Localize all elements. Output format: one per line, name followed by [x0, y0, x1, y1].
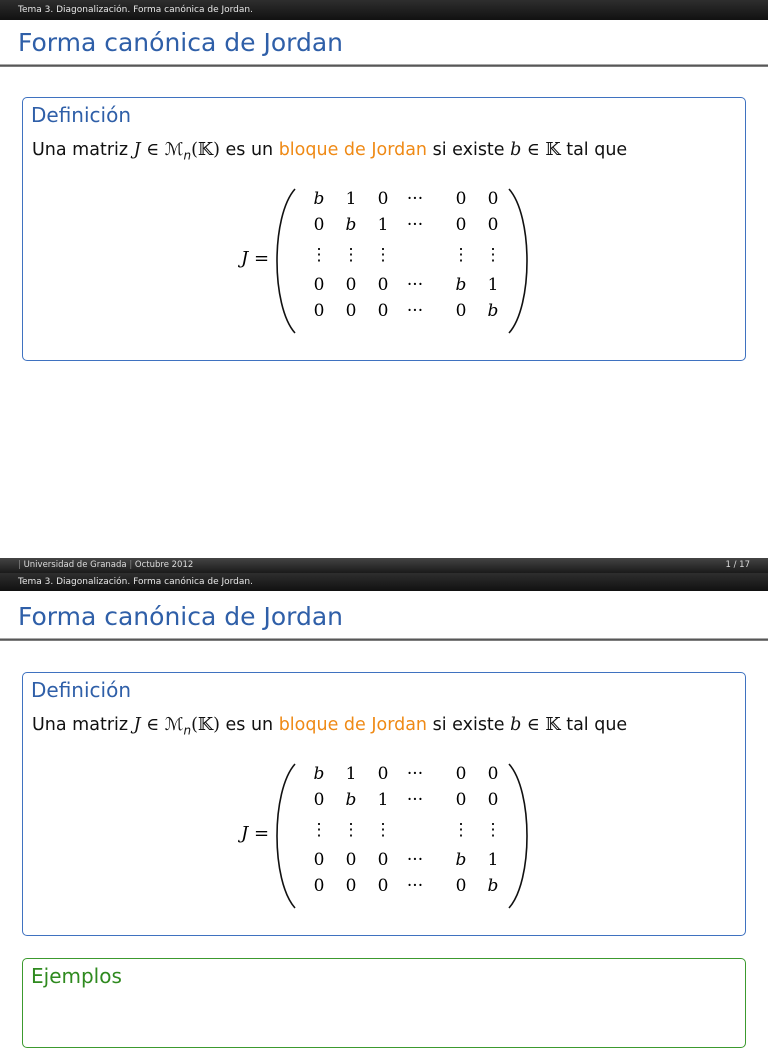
page-number: 1 / 17: [725, 560, 750, 570]
matrix-cell: b: [313, 764, 325, 784]
highlight-term: bloque de Jordan: [278, 715, 428, 735]
matrix-cell: ⋮: [484, 820, 502, 840]
equation-lhs: J =: [241, 248, 270, 269]
matrix-cell: ···: [406, 850, 424, 870]
right-paren: [509, 189, 527, 333]
matrix-cell: 0: [455, 764, 467, 784]
matrix-cell: b: [487, 876, 499, 896]
matrix-cell: b: [345, 790, 357, 810]
matrix-cell: 0: [455, 301, 467, 321]
definition-statement: Una matriz J ∈ ℳ$_n$(𝕂) es un bloque de Jordan si existe b ∈ 𝕂 tal que: [32, 715, 628, 738]
frame-title: Forma canónica de Jordan: [18, 602, 343, 631]
matrix-cell: b: [455, 275, 467, 295]
matrix-cell: b: [487, 301, 499, 321]
matrix-cell: 0: [345, 850, 357, 870]
matrix-cell: 1: [345, 189, 357, 209]
matrix-cell: 1: [345, 764, 357, 784]
matrix-cell: ···: [406, 215, 424, 235]
definition-title: Definición: [31, 103, 131, 127]
matrix-cell: 0: [487, 189, 499, 209]
matrix-cell: ⋮: [452, 820, 470, 840]
matrix-cell: 0: [455, 790, 467, 810]
matrix-cell: 0: [455, 189, 467, 209]
section-title: Tema 3. Diagonalización. Forma canónica de Jordan.: [18, 577, 253, 587]
highlight-term: bloque de Jordan: [278, 140, 428, 160]
jordan-matrix-equation: [23, 761, 747, 911]
matrix-cell: 0: [313, 215, 325, 235]
matrix-cell: 0: [487, 215, 499, 235]
section-title: Tema 3. Diagonalización. Forma canónica de Jordan.: [18, 5, 253, 15]
matrix-cell: 0: [377, 876, 389, 896]
matrix-cell: 0: [377, 275, 389, 295]
examples-title: Ejemplos: [31, 964, 122, 988]
right-paren: [509, 764, 527, 908]
footer-institution: Universidad de Granada: [23, 560, 127, 570]
matrix-cell: ⋮: [342, 820, 360, 840]
left-paren: [277, 764, 295, 908]
matrix-cell: 0: [313, 275, 325, 295]
matrix-cell: 0: [487, 764, 499, 784]
matrix-cell: 0: [377, 301, 389, 321]
matrix-cell: b: [313, 189, 325, 209]
equation-lhs: J =: [241, 823, 270, 844]
matrix-cell: ···: [406, 790, 424, 810]
jordan-matrix: [23, 761, 747, 911]
left-paren: [277, 189, 295, 333]
matrix-cell: 0: [313, 850, 325, 870]
matrix-cell: ⋮: [374, 820, 392, 840]
matrix-cell: 0: [345, 876, 357, 896]
definition-statement: Una matriz J ∈ ℳ$_n$(𝕂) es un bloque de Jordan si existe b ∈ 𝕂 tal que: [32, 140, 628, 163]
matrix-cell: ⋮: [374, 245, 392, 265]
matrix-cell: 0: [487, 790, 499, 810]
matrix-cell: 0: [313, 876, 325, 896]
matrix-cell: 0: [377, 764, 389, 784]
jordan-matrix-equation: [23, 186, 747, 336]
matrix-cell: 1: [377, 215, 389, 235]
matrix-cell: ···: [406, 189, 424, 209]
matrix-cell: ⋮: [342, 245, 360, 265]
matrix-cell: ⋮: [484, 245, 502, 265]
matrix-cell: 1: [377, 790, 389, 810]
matrix-cell: 0: [345, 275, 357, 295]
matrix-cell: b: [345, 215, 357, 235]
matrix-cells: [311, 189, 502, 321]
matrix-cell: ···: [406, 876, 424, 896]
matrix-cell: 0: [455, 876, 467, 896]
frame-title: Forma canónica de Jordan: [18, 28, 343, 57]
matrix-cell: ···: [406, 764, 424, 784]
matrix-cell: 0: [345, 301, 357, 321]
definition-title: Definición: [31, 678, 131, 702]
matrix-cell: 0: [377, 189, 389, 209]
matrix-cell: b: [455, 850, 467, 870]
footer-date: Octubre 2012: [134, 560, 194, 570]
title-divider: [0, 638, 768, 641]
matrix-cell: 0: [377, 850, 389, 870]
matrix-cell: 1: [487, 275, 499, 295]
matrix-cell: 0: [313, 790, 325, 810]
matrix-cell: 1: [487, 850, 499, 870]
slide-header: [0, 0, 768, 20]
matrix-cell: ⋮: [310, 820, 328, 840]
matrix-cell: 0: [455, 215, 467, 235]
matrix-cell: ⋮: [452, 245, 470, 265]
definition-block: [22, 97, 746, 361]
jordan-matrix: [23, 186, 747, 336]
title-divider: [0, 64, 768, 67]
slide-2: [0, 576, 768, 1024]
matrix-cell: ···: [406, 275, 424, 295]
matrix-cell: ⋮: [310, 245, 328, 265]
definition-block: [22, 672, 746, 936]
slide-footer: | Universidad de Granada | Octubre 2012 1 / 17: [0, 558, 768, 573]
examples-block: [22, 958, 746, 1048]
matrix-cells: [311, 764, 502, 896]
slide-header: [0, 573, 768, 591]
matrix-cell: 0: [313, 301, 325, 321]
matrix-cell: ···: [406, 301, 424, 321]
